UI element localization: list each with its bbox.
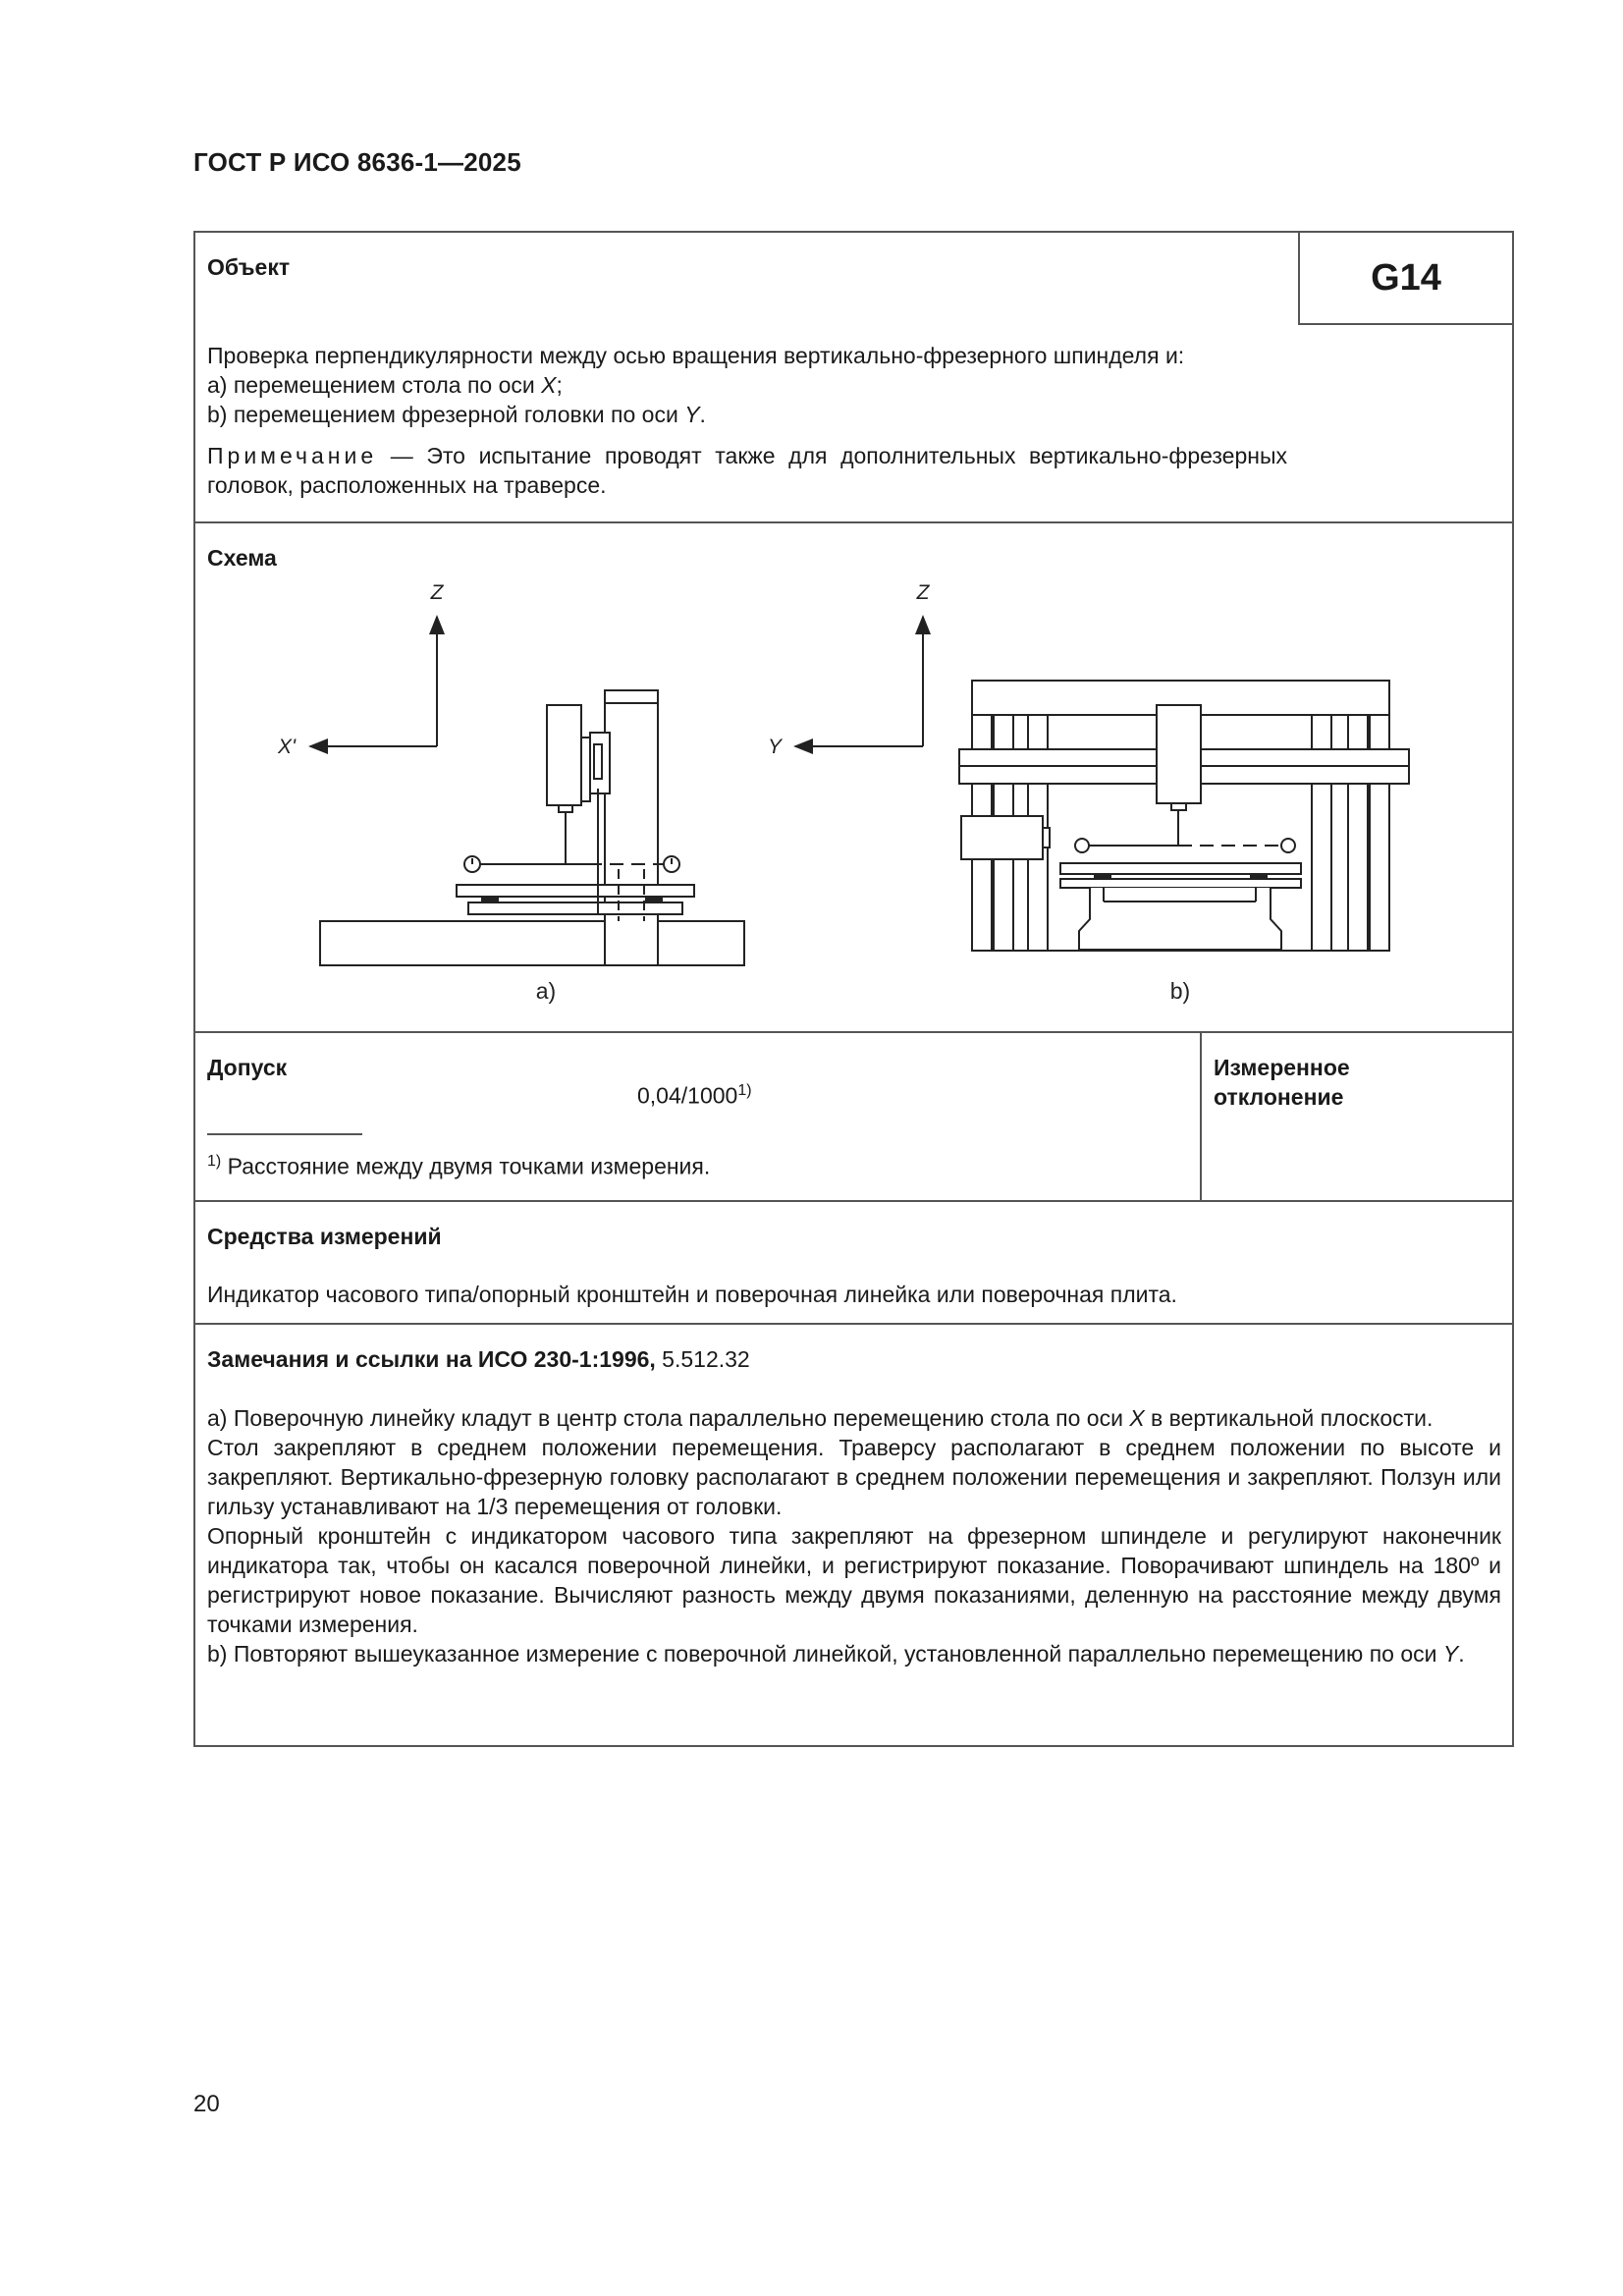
scheme-label: Схема <box>207 545 277 571</box>
remarks-paragraph-b: b) Повторяют вышеуказанное измерение с поверочной линейкой, установленной параллельно перемещению по оси Y. <box>207 1641 1465 1667</box>
figure-a <box>310 617 744 965</box>
document-header: ГОСТ Р ИСО 8636-1—2025 <box>193 147 521 177</box>
means-label: Средства измерений <box>207 1224 442 1249</box>
object-description <box>207 341 1484 500</box>
figure-b <box>795 617 1409 951</box>
remarks-label: Замечания и ссылки на ИСО 230-1:1996, 5.512.32 <box>207 1346 750 1372</box>
measuring-means-section <box>195 1202 1512 1325</box>
fig-b-z-label: Z <box>916 581 930 604</box>
tolerance-value: 0,04/1000$^{1)}$ <box>637 1082 752 1109</box>
tolerance-footnote: $^{1)}$ Расстояние между двумя точками измерения. <box>207 1153 711 1179</box>
footnote-divider <box>207 1133 362 1135</box>
tolerance-section <box>195 1033 1512 1202</box>
remarks-text <box>207 1403 1501 1668</box>
fig-b-caption: b) <box>1169 978 1191 1004</box>
fig-a-z-label: Z <box>430 581 444 604</box>
remarks-section <box>195 1325 1512 1745</box>
object-item-b: b) перемещением фрезерной головки по оси Y. <box>207 402 706 427</box>
fig-a-x-label: X' <box>277 736 296 758</box>
test-code-box <box>1298 231 1514 325</box>
measured-deviation-label: Измеренное отклонение <box>1214 1055 1350 1110</box>
means-text: Индикатор часового типа/опорный кронштейн и поверочная линейка или поверочная плита. <box>207 1282 1177 1307</box>
tolerance-cell <box>195 1033 1202 1200</box>
object-label: Объект <box>207 254 291 280</box>
page-number: 20 <box>193 2091 220 2117</box>
object-line-1: Проверка перпендикулярности между осью вращения вертикально-фрезерного шпинделя и: <box>207 343 1185 368</box>
scheme-section <box>195 523 1512 1033</box>
test-code: G14 <box>1371 256 1441 299</box>
object-item-a: a) перемещением стола по оси X; <box>207 372 563 398</box>
object-section <box>195 233 1512 523</box>
test-sheet-table <box>193 231 1514 1747</box>
tolerance-label: Допуск <box>207 1055 288 1080</box>
object-note: Примечание — Это испытание проводят также для дополнительных вертикально-фрезерных головок, расположенных на траверсе. <box>207 443 1287 498</box>
remarks-paragraph-3: Опорный кронштейн с индикатором часового типа закрепляют на фрезерном шпинделе и регулируют наконечник индикатора так, чтобы он касался поверочной линейки, и регистрируют показание. Поворачивают шпиндель на 180º и регистрируют новое показание. Вычисляют разность между двумя показаниями, деленную на расстояние между двумя точками измерения. <box>207 1523 1501 1637</box>
fig-b-y-label: Y <box>767 736 782 758</box>
fig-a-caption: a) <box>535 978 557 1004</box>
remarks-paragraph-2: Стол закрепляют в среднем положении перемещения. Траверсу располагают в среднем положении по высоте и закрепляют. Вертикально-фрезерную головку располагают в среднем положении перемещения и закрепляют. Ползун или гильзу устанавливают на 1/3 перемещения от головки. <box>207 1435 1501 1519</box>
remarks-paragraph-a: a) Поверочную линейку кладут в центр стола параллельно перемещению стола по оси X в вертикальной плоскости. <box>207 1405 1434 1431</box>
scheme-figure <box>195 523 1512 1031</box>
